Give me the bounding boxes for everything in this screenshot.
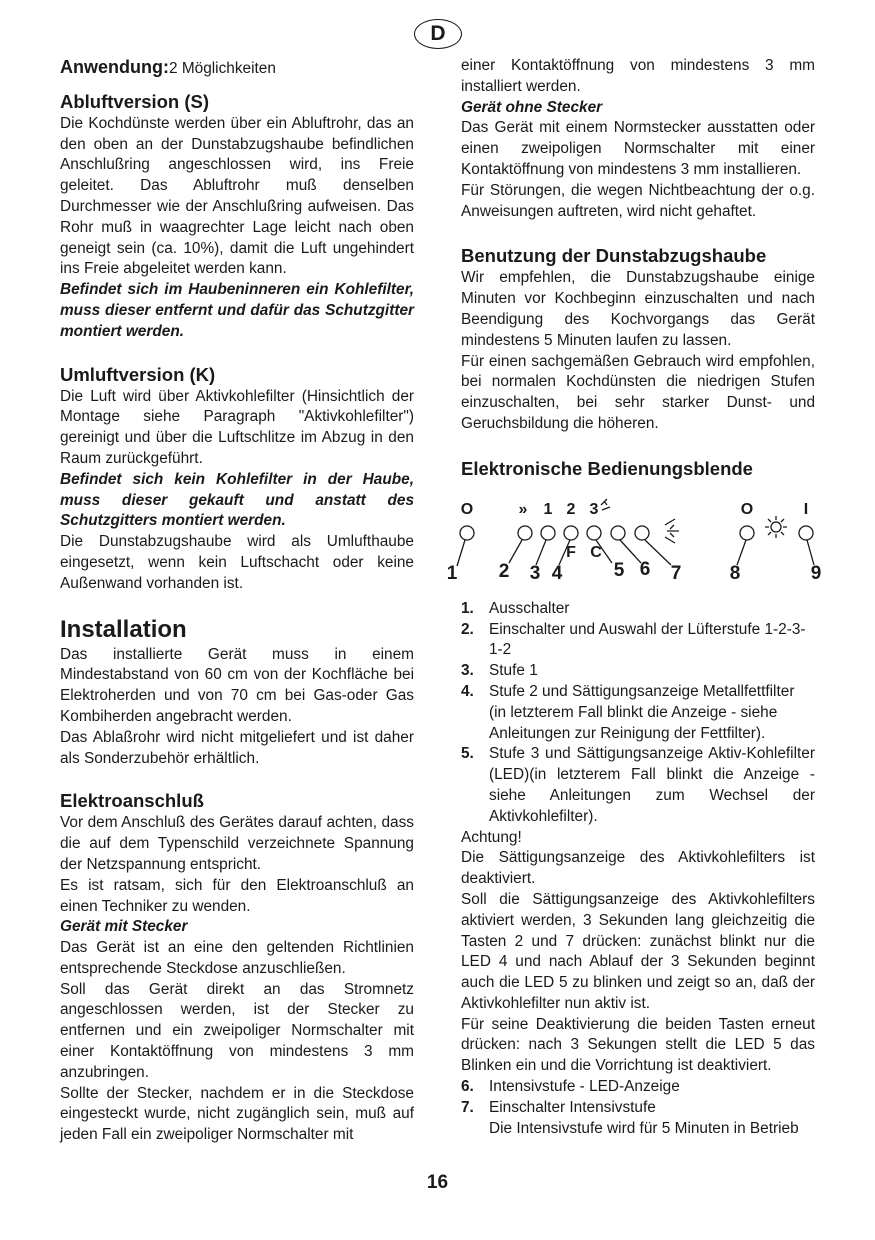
list-item — [461, 682, 815, 744]
bedienung-heading: Elektronische Bedienungsblende — [461, 457, 753, 479]
intensive-icon — [665, 519, 679, 543]
legend-text-continued: Die Intensivstufe wird für 5 Minuten in Betrieb — [489, 1119, 799, 1137]
legend-number: 6. — [461, 1078, 474, 1096]
achtung-label: Achtung! — [461, 828, 522, 846]
benutzung-heading: Benutzung der Dunstabzugshaube — [461, 245, 767, 267]
elektro-p4: Soll das Gerät direkt an das Stromnetz angeschlossen werden, ist der Stecker zu entfernen und ein zweipoliger Normschalter mit einer Kontaktöffnung von mindestens 3 mm anzubringen. — [60, 980, 414, 1081]
right-column — [446, 56, 822, 1139]
label-light-on: I — [803, 500, 809, 518]
callout-2: 2 — [498, 560, 510, 582]
legend-text: Stufe 1 — [489, 662, 538, 680]
list-item — [461, 661, 815, 682]
legend-number: 1. — [461, 599, 474, 617]
callout-4: 4 — [551, 562, 563, 584]
abluft-body: Die Kochdünste werden über ein Abluftrohr, das an den oben an der Dunstabzugshaube befindlichen Anschlußring angeschlossen wird, ins Freie geleitet. Das Abluftrohr muß denselben Durchmesser wie der Anschlußring aufweisen. Das Rohr muß in waagrechter Lage leicht nach oben geneigt sein (ca. 10%), damit die Luft ungehindert ins Freie abgeleitet werden kann. — [60, 114, 414, 278]
benutzung-p2: Für einen sachgemäßen Gebrauch wird empfohlen, bei normalen Kochdünsten die niedrigen Stufen einzuschalten, bei sehr starker Dunst- und Geruchsbildung die höheren. — [461, 352, 815, 432]
umluft-body-2: Die Dunstabzugshaube wird als Umlufthaube eingesetzt, wenn kein Luftschacht oder keine Außenwand vorhanden ist. — [60, 533, 414, 592]
elektro-heading: Elektroanschluß — [60, 790, 204, 812]
callout-3: 3 — [529, 562, 541, 584]
legend-text: Stufe 2 und Sättigungsanzeige Metallfettfilter (in letzterem Fall blinkt die Anzeige - siehe Anleitungen zur Reinigung der Fettfilter). — [489, 682, 795, 742]
continuation-text: einer Kontaktöffnung von mindestens 3 mm installiert werden. — [461, 57, 815, 95]
legend-number: 2. — [461, 620, 474, 638]
led-button-2 — [518, 526, 532, 540]
legend-text: Ausschalter — [489, 599, 570, 617]
legend-text: Intensivstufe - LED-Anzeige — [489, 1078, 680, 1096]
label-speed-1: 1 — [543, 500, 553, 518]
list-item — [461, 620, 815, 662]
callout-5: 5 — [613, 559, 625, 581]
page-number: 16 — [426, 1172, 449, 1193]
legend-text: Stufe 3 und Sättigungsanzeige Aktiv-Kohlefilter (LED)(in letzterem Fall blinkt die Anzeige - siehe Anleitungen zum Wechsel der Aktivkohlefilter). — [489, 745, 815, 825]
umluft-warning: Befindet sich kein Kohlefilter in der Haube, muss dieser gekauft und anstatt des Schutzgitters montiert werden. — [60, 470, 414, 530]
label-filter-c: C — [590, 543, 602, 561]
elektro-p3: Das Gerät ist an eine den geltenden Richtlinien entsprechende Steckdose anzuschließen. — [60, 939, 414, 977]
callout-7: 7 — [670, 562, 682, 584]
abluft-heading: Abluftversion (S) — [60, 90, 210, 112]
led-button-6 — [611, 526, 625, 540]
led-button-3 — [541, 526, 555, 540]
callout-6: 6 — [639, 558, 651, 580]
led-button-1 — [460, 526, 474, 540]
ohne-stecker-heading: Gerät ohne Stecker — [461, 98, 603, 116]
anwendung-line — [60, 57, 414, 80]
fan-chevron-icon: » — [518, 500, 528, 518]
legend-list — [461, 599, 815, 828]
mit-stecker-heading: Gerät mit Stecker — [60, 918, 188, 936]
anwendung-text: 2 Möglichkeiten — [168, 60, 276, 77]
list-item — [461, 1077, 815, 1098]
elektro-p2: Es ist ratsam, sich für den Elektroanschluß an einen Techniker zu wenden. — [60, 876, 414, 915]
label-speed-2: 2 — [566, 500, 576, 518]
left-column — [60, 57, 414, 1146]
achtung-p2: Soll die Sättigungsanzeige des Aktivkohlefilters aktiviert werden, 3 Sekunden lang gleichzeitig die Tasten 2 und 7 drücken: zunächst blinkt nur die LED 4 und nach Ablauf der 3 Sekunden beginnt auch die LED 5 zu blinken und zeigt so an, daß der Aktivkohlefilter nun aktiv ist. — [461, 890, 815, 1012]
led-button-8 — [740, 526, 754, 540]
ohne-stecker-p1: Das Gerät mit einem Normstecker ausstatten oder einen zweipoligen Normschalter mit einer Kontaktöffnung von mindestens 3 mm installieren. — [461, 119, 815, 178]
legend-text: Einschalter und Auswahl der Lüfterstufe 1-2-3-1-2 — [489, 620, 806, 659]
anwendung-label: Anwendung: — [60, 57, 169, 77]
light-icon — [765, 516, 787, 538]
legend-text-wrap — [489, 1098, 815, 1140]
installation-heading: Installation — [60, 615, 187, 643]
control-panel-svg — [446, 487, 822, 584]
legend-list-2 — [461, 1077, 815, 1139]
legend-number: 5. — [461, 745, 474, 763]
installation-p1: Das installierte Gerät muss in einem Mindestabstand von 60 cm von der Kochfläche bei Elektroherden und von 70 cm bei Gas-oder Gas Kombiherden angebracht werden. — [60, 645, 414, 725]
led-button-4 — [564, 526, 578, 540]
label-light-off: O — [740, 500, 754, 518]
umluft-body: Die Luft wird über Aktivkohlefilter (Hinsichtlich der Montage siehe Paragraph "Aktivkohlefilter") gereinigt und über die Luftschlitze im Abzug in den Raum zurückgeführt. — [60, 387, 414, 467]
led-button-7 — [635, 526, 649, 540]
led-button-5 — [587, 526, 601, 540]
callout-1: 1 — [446, 562, 458, 584]
legend-text: Einschalter Intensivstufe — [489, 1098, 656, 1116]
label-off: O — [460, 500, 474, 518]
elektro-p5: Sollte der Stecker, nachdem er in die Steckdose eingesteckt wurde, nicht zugänglich sein, muß auf jeden Fall ein zweipoliger Normschalter mit — [60, 1084, 414, 1144]
umluft-heading: Umluftversion (K) — [60, 363, 216, 385]
label-filter-f: F — [566, 543, 576, 561]
legend-number: 3. — [461, 662, 474, 680]
benutzung-p1: Wir empfehlen, die Dunstabzugshaube einige Minuten vor Kochbeginn einzuschalten und nach Beendigung des Kochvorgangs das Gerät mindestens 5 Minuten laufen zu lassen. — [461, 269, 815, 349]
list-item — [461, 744, 815, 827]
ohne-stecker-p2: Für Störungen, die wegen Nichtbeachtung der o.g. Anweisungen auftreten, wird nicht gehaftet. — [461, 181, 815, 220]
abluft-warning: Befindet sich im Haubeninneren ein Kohlefilter, muss dieser entfernt und dafür das Schutzgitter montiert werden. — [60, 281, 414, 340]
achtung-p1: Die Sättigungsanzeige des Aktivkohlefilters ist deaktiviert. — [461, 849, 815, 888]
callout-9: 9 — [810, 562, 822, 584]
control-panel-diagram — [446, 487, 822, 584]
list-item — [461, 599, 815, 620]
list-item — [461, 1098, 815, 1140]
fan-icon — [601, 499, 610, 510]
legend-number: 4. — [461, 682, 474, 700]
achtung-p3: Für seine Deaktivierung die beiden Tasten erneut drücken: nach 3 Sekungen stellt die LED 5 das Blinken ein und die Vorrichtung ist deaktiviert. — [461, 1015, 815, 1075]
elektro-p1: Vor dem Anschluß des Gerätes darauf achten, dass die auf dem Typenschild verzeichnete Spannung der Netzspannung entspricht. — [60, 814, 414, 873]
installation-p2: Das Ablaßrohr wird nicht mitgeliefert und ist daher als Sonderzubehör erhältlich. — [60, 728, 414, 767]
label-speed-3: 3 — [589, 500, 599, 518]
callout-8: 8 — [729, 562, 741, 584]
legend-number: 7. — [461, 1098, 474, 1116]
led-button-9 — [799, 526, 813, 540]
language-badge: D — [414, 19, 462, 49]
